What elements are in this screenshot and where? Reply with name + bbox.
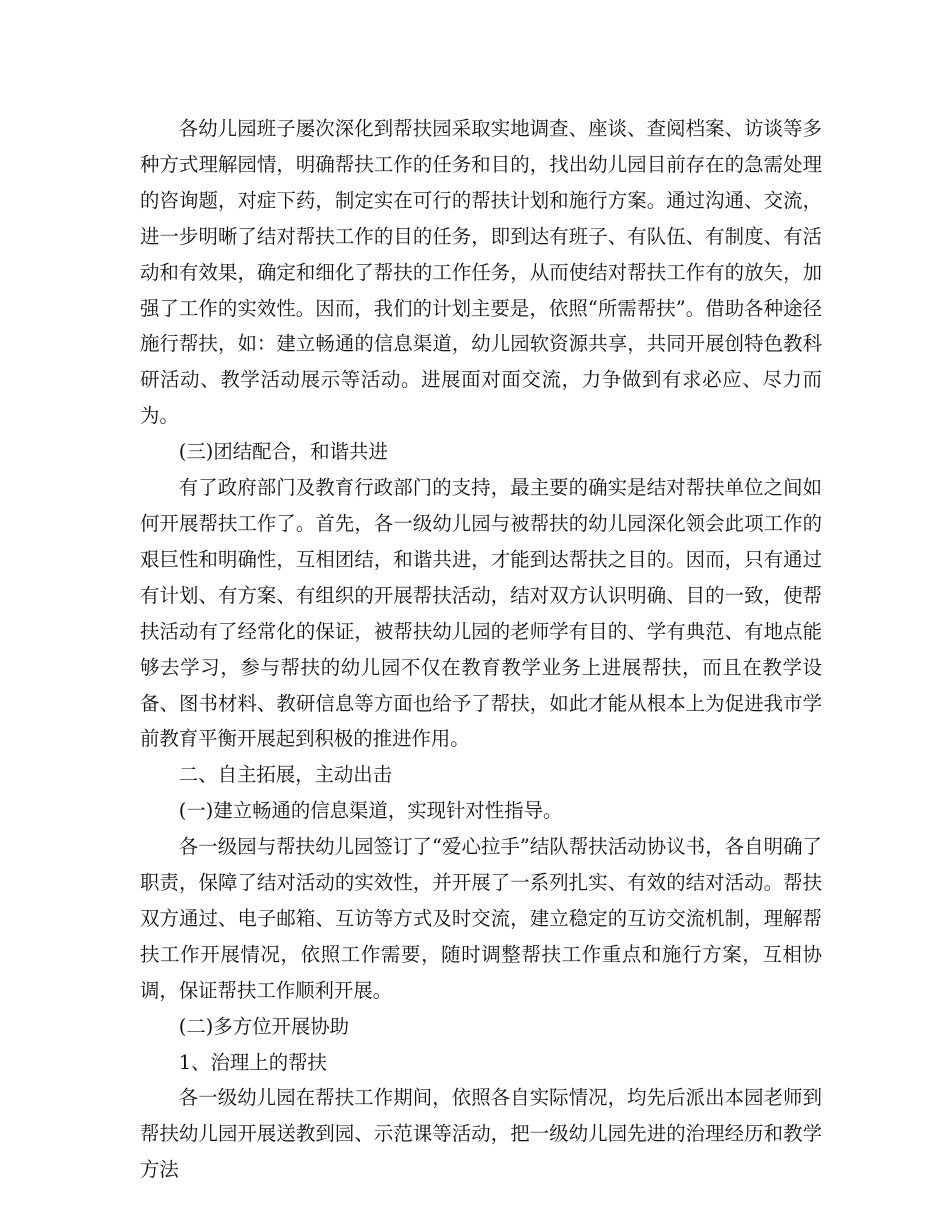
section-heading-2: (二)多方位开展协助: [178, 1014, 350, 1038]
subsection-heading-1: 1、治理上的帮扶: [178, 1050, 327, 1074]
paragraph-1: 各幼儿园班子屡次深化到帮扶园采取实地调查、座谈、查阅档案、访谈等多种方式理解园情，明确帮扶工作的任务和目的，找出幼儿园目前存在的急需处理的咨询题，对症下药，制定实在可行的帮扶计划和施行方案。通过沟通、交流，进一步明晰了结对帮扶工作的目的任务，即到达有班子、有队伍、有制度、有活动和有效果，确定和细化了帮扶的工作任务，从而使结对帮扶工作有的放矢，加强了工作的实效性。因而，我们的计划主要是，依照“所需帮扶”。借助各种途径施行帮扶，如：建立畅通的信息渠道，幼儿园软资源共享，共同开展创特色教科研活动、教学活动展示等活动。进展面对面交流，力争做到有求必应、尽力而为。: [140, 117, 822, 428]
chapter-heading-2: 二、自主拓展，主动出击: [178, 763, 393, 787]
paragraph-4: 各一级幼儿园在帮扶工作期间，依照各自实际情况，均先后派出本园老师到帮扶幼儿园开展送教到园、示范课等活动，把一级幼儿园先进的治理经历和教学方法: [140, 1086, 822, 1182]
paragraph-3: 各一级园与帮扶幼儿园签订了“爱心拉手”结队帮扶活动协议书，各自明确了职责，保障了结对活动的实效性，并开展了一系列扎实、有效的结对活动。帮扶双方通过、电子邮箱、互访等方式及时交流，建立稳定的互访交流机制，理解帮扶工作开展情况，依照工作需要，随时调整帮扶工作重点和施行方案，互相协调，保证帮扶工作顺利开展。: [140, 835, 822, 1002]
document-body: [140, 111, 822, 1188]
paragraph-2: 有了政府部门及教育行政部门的支持，最主要的确实是结对帮扶单位之间如何开展帮扶工作了。首先，各一级幼儿园与被帮扶的幼儿园深化领会此项工作的艰巨性和明确性，互相团结，和谐共进，才能到达帮扶之目的。因而，只有通过有计划、有方案、有组织的开展帮扶活动，结对双方认识明确、目的一致，使帮扶活动有了经常化的保证，被帮扶幼儿园的老师学有目的、学有典范、有地点能够去学习，参与帮扶的幼儿园不仅在教育教学业务上进展帮扶，而且在教学设备、图书材料、教研信息等方面也给予了帮扶，如此才能从根本上为促进我市学前教育平衡开展起到积极的推进作用。: [140, 476, 822, 751]
section-heading-3: (三)团结配合，和谐共进: [178, 440, 388, 464]
section-heading-1: (一)建立畅通的信息渠道，实现针对性指导。: [178, 799, 563, 823]
